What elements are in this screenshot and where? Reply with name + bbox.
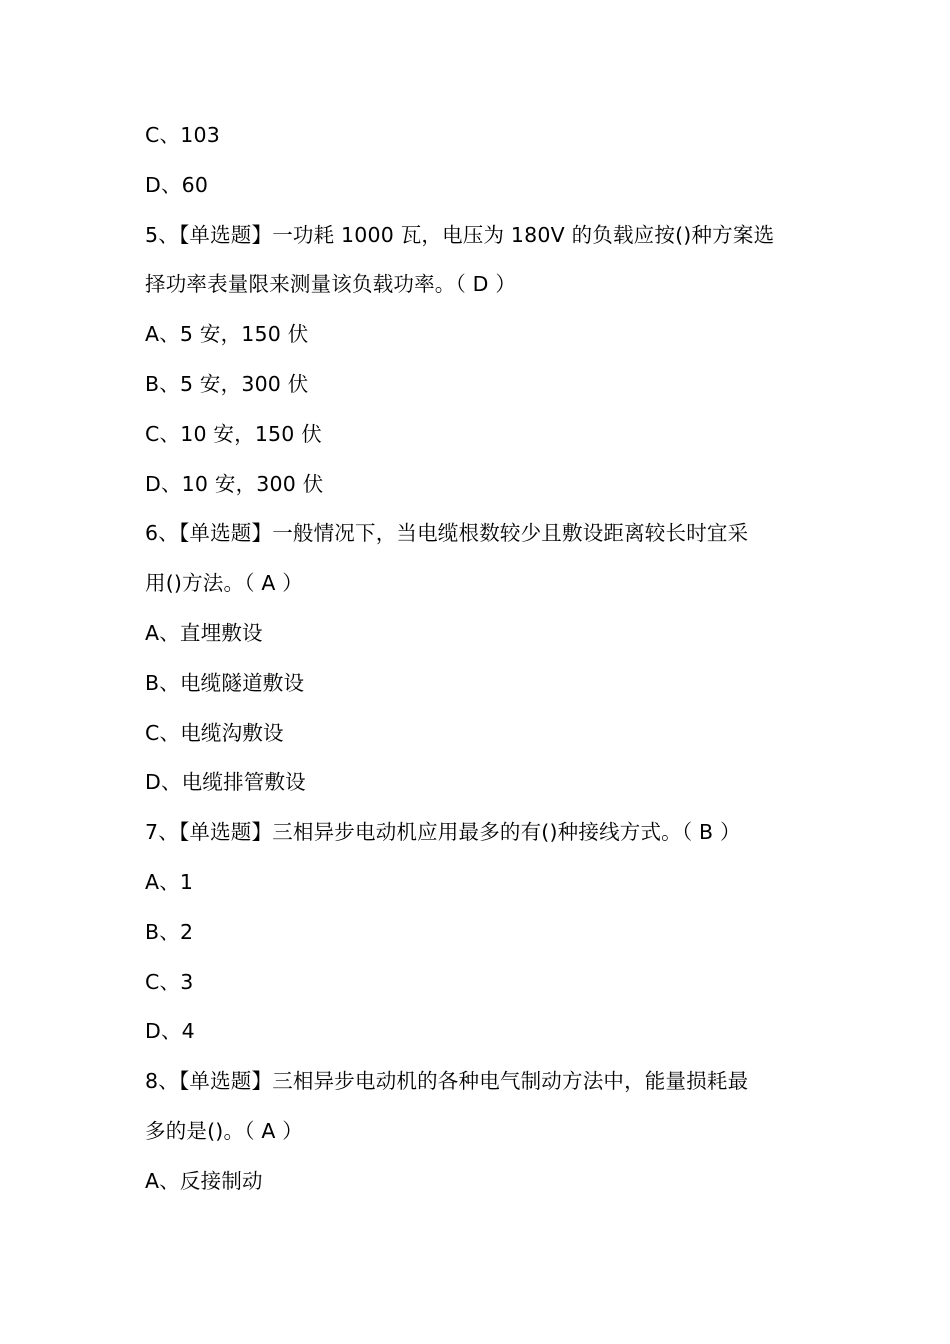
question-5-line-1: 5、【单选题】一功耗 1000 瓦，电压为 180V 的负载应按()种方案选 (145, 222, 775, 247)
option-a-q6: A、直埋敷设 (145, 620, 263, 645)
option-b-q7: B、2 (145, 919, 194, 944)
option-d-q5: D、10 安，300 伏 (145, 471, 324, 496)
question-5-line-2: 择功率表量限来测量该负载功率。（ D ） (145, 272, 517, 297)
question-list (145, 111, 815, 1207)
option-c-q5: C、10 安，150 伏 (145, 421, 322, 446)
option-a-q5: A、5 安，150 伏 (145, 322, 309, 347)
option-d-q6: D、电缆排管敷设 (145, 770, 306, 795)
question-6-line-1: 6、【单选题】一般情况下，当电缆根数较少且敷设距离较长时宜采 (145, 521, 749, 546)
question-8-line-1: 8、【单选题】三相异步电动机的各种电气制动方法中，能量损耗最 (145, 1069, 749, 1094)
option-d-q4: D、60 (145, 172, 209, 197)
option-b-q5: B、5 安，300 伏 (145, 371, 309, 396)
option-c-q7: C、3 (145, 969, 194, 994)
option-c-q4: C、103 (145, 123, 220, 147)
option-b-q6: B、电缆隧道敷设 (145, 670, 305, 695)
question-7-line-1: 7、【单选题】三相异步电动机应用最多的有()种接线方式。（ B ） (145, 820, 741, 845)
question-8-line-2: 多的是()。（ A ） (145, 1118, 304, 1143)
option-d-q7: D、4 (145, 1019, 195, 1044)
question-6-line-2: 用()方法。（ A ） (145, 571, 304, 596)
option-c-q6: C、电缆沟敷设 (145, 720, 284, 745)
option-a-q7: A、1 (145, 869, 194, 894)
option-a-q8: A、反接制动 (145, 1168, 263, 1193)
